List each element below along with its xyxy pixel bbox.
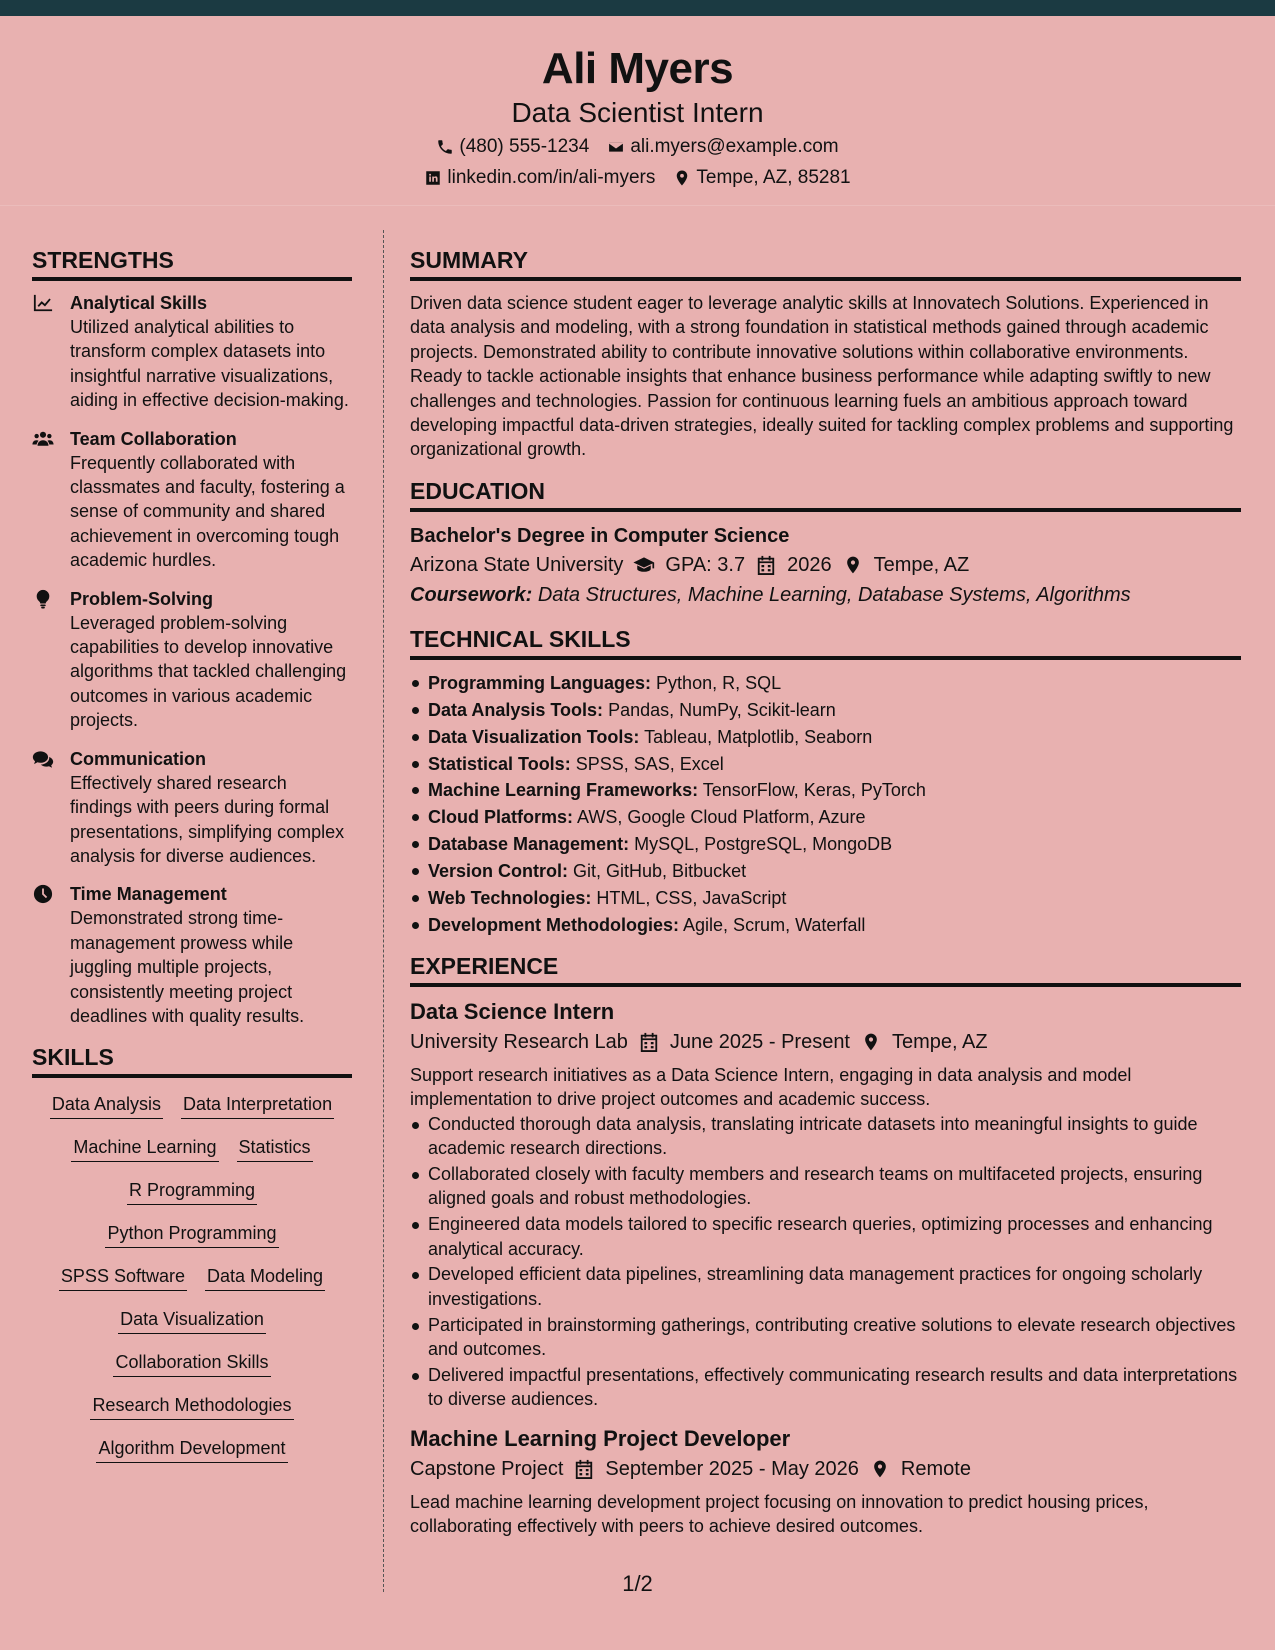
tech-skill-value: MySQL, PostgreSQL, MongoDB (634, 834, 893, 855)
experience-heading: EXPERIENCE (410, 951, 1241, 987)
list-item (410, 777, 1241, 804)
phone-contact[interactable] (436, 133, 589, 161)
job-bullets (410, 1112, 1241, 1412)
column-divider (383, 230, 384, 1592)
skills-heading: SKILLS (32, 1042, 352, 1078)
strength-title: Analytical Skills (70, 293, 208, 313)
tech-skill-value: SPSS, SAS, Excel (575, 753, 724, 774)
tech-skill-label: Data Visualization Tools: (428, 726, 640, 747)
map-marker-icon (842, 555, 864, 575)
strength-title: Time Management (70, 884, 227, 905)
strength-desc: Demonstrated strong time-management prowess while juggling multiple projects, consistently meeting project deadlines with quality results. (70, 908, 305, 1026)
right-column (410, 245, 1241, 1538)
list-item (410, 751, 1241, 778)
left-column (32, 245, 352, 1463)
experience-entry (410, 997, 1241, 1412)
tech-skill-label: Statistical Tools: (428, 753, 571, 774)
email-text: ali.myers@example.com (630, 136, 839, 157)
strength-desc: Effectively shared research findings with peers during formal presentations, simplifying complex analysis for diverse audiences. (70, 772, 345, 866)
tech-skill-label: Cloud Platforms: (428, 807, 574, 828)
tech-skill-label: Development Methodologies: (428, 915, 680, 935)
job-meta (410, 1454, 1241, 1484)
job-dates: September 2025 - May 2026 (605, 1457, 859, 1480)
skill-tag: Research Methodologies (90, 1393, 293, 1420)
map-marker-icon (869, 1459, 891, 1479)
graduation-cap-icon (633, 555, 655, 575)
summary-text: Driven data science student eager to leverage analytic skills at Innovatech Solutions. Experienced in data analysis and modeling, with a strong foundation in statistical methods gained through academic projects. Demonstrated ability to contribute innovative solutions within collaborative environments. Ready to tackle actionable insights that enhance business performance while adapting swiftly to new challenges and technologies. Passion for continuous learning fuels an ambitious approach toward developing impactful data-driven strategies, ideally suited for tackling complex problems and supporting organizational growth. (410, 293, 1234, 460)
list-item (410, 804, 1241, 831)
lightbulb-icon (32, 589, 54, 609)
calendar-icon (755, 555, 777, 575)
resume-header (0, 16, 1275, 206)
technical-skills-heading: TECHNICAL SKILLS (410, 624, 1241, 660)
tech-skill-value: TensorFlow, Keras, PyTorch (702, 780, 926, 801)
email-contact[interactable] (607, 133, 838, 161)
tech-skill-label: Web Technologies: (428, 888, 592, 909)
strength-desc: Leveraged problem-solving capabilities to develop innovative algorithms that tackled challenging outcomes in various academic projects. (70, 612, 347, 731)
phone-text: (480) 555-1234 (459, 136, 590, 157)
skill-tag: Data Analysis (50, 1092, 163, 1119)
tech-skill-value: HTML, CSS, JavaScript (596, 888, 787, 909)
list-item: Collaborated closely with faculty members and research teams on multifaceted projects, ensuring aligned goals and robust methodologies. (410, 1162, 1241, 1211)
strength-item (32, 291, 352, 413)
phone-icon (436, 138, 454, 156)
strength-desc: Utilized analytical abilities to transform complex datasets into insightful narrative visualizations, aiding in effective decision-making. (70, 317, 349, 411)
comments-icon (32, 749, 54, 769)
tech-skill-label: Machine Learning Frameworks: (428, 780, 699, 801)
job-title: Data Science Intern (410, 998, 615, 1024)
list-item (410, 858, 1241, 885)
top-accent-bar (0, 0, 1275, 16)
list-item (410, 831, 1241, 858)
experience-entry (410, 1424, 1241, 1539)
education-location: Tempe, AZ (873, 553, 970, 576)
candidate-role: Data Scientist Intern (511, 97, 764, 128)
strength-desc: Frequently collaborated with classmates and faculty, fostering a sense of community and shared achievement in overcoming tough academic hurdles. (70, 452, 345, 571)
tech-skill-value: Tableau, Matplotlib, Seaborn (644, 726, 873, 747)
contact-row-1 (0, 133, 1275, 161)
users-icon (32, 429, 54, 449)
tech-skill-value: Pandas, NumPy, Scikit-learn (608, 699, 836, 720)
envelope-icon (607, 138, 625, 156)
tech-skill-label: Version Control: (428, 861, 569, 882)
education-school: Arizona State University (410, 553, 624, 576)
tech-skill-value: Python, R, SQL (656, 672, 782, 693)
calendar-icon (638, 1032, 660, 1052)
technical-skills-list (410, 670, 1241, 939)
strengths-heading: STRENGTHS (32, 245, 352, 281)
list-item (410, 670, 1241, 697)
list-item (410, 724, 1241, 751)
strength-title: Problem-Solving (70, 588, 214, 609)
skill-tag: Machine Learning (71, 1135, 218, 1162)
location-contact (673, 164, 850, 192)
summary-heading: SUMMARY (410, 245, 1241, 281)
tech-skill-value: Agile, Scrum, Waterfall (683, 915, 866, 935)
skill-tag: Data Visualization (118, 1307, 266, 1334)
clock-icon (32, 884, 54, 904)
strength-title: Team Collaboration (70, 428, 237, 449)
list-item (410, 912, 1241, 939)
list-item: Engineered data models tailored to specific research queries, optimizing processes and enhancing analytical accuracy. (410, 1212, 1241, 1261)
strength-title: Communication (70, 748, 207, 769)
skill-tag: Collaboration Skills (113, 1350, 270, 1377)
job-dates: June 2025 - Present (669, 1030, 850, 1053)
job-org: Capstone Project (410, 1457, 564, 1480)
skill-tag: Statistics (237, 1135, 313, 1162)
tech-skill-value: Git, GitHub, Bitbucket (573, 861, 747, 882)
job-title: Machine Learning Project Developer (410, 1425, 791, 1451)
linkedin-icon (424, 169, 442, 187)
skill-tag: SPSS Software (59, 1264, 187, 1291)
education-coursework (410, 580, 1241, 610)
strength-item (32, 747, 352, 869)
education-year: 2026 (787, 553, 832, 576)
linkedin-contact[interactable] (424, 164, 655, 192)
job-location: Tempe, AZ (892, 1030, 988, 1053)
map-marker-icon (860, 1032, 882, 1052)
education-meta (410, 550, 1241, 580)
candidate-name: Ali Myers (541, 44, 734, 93)
tech-skill-label: Programming Languages: (428, 672, 652, 693)
job-org: University Research Lab (410, 1030, 628, 1053)
skills-cloud (32, 1092, 352, 1463)
skill-tag: Algorithm Development (96, 1436, 287, 1463)
list-item: Participated in brainstorming gatherings, contributing creative solutions to elevate research objectives and outcomes. (410, 1313, 1241, 1362)
tech-skill-label: Data Analysis Tools: (428, 699, 604, 720)
tech-skill-value: AWS, Google Cloud Platform, Azure (577, 807, 866, 828)
tech-skill-label: Database Management: (428, 834, 630, 855)
skill-tag: Data Modeling (205, 1264, 325, 1291)
strength-item (32, 427, 352, 573)
skill-tag: Data Interpretation (181, 1092, 334, 1119)
skill-tag: R Programming (127, 1178, 257, 1205)
strength-item (32, 882, 352, 1028)
job-location: Remote (900, 1457, 971, 1480)
list-item (410, 697, 1241, 724)
coursework-list: Data Structures, Machine Learning, Database Systems, Algorithms (537, 583, 1131, 606)
map-marker-icon (673, 169, 691, 187)
job-description: Lead machine learning development project focusing on innovation to predict housing prices, collaborating effectively with peers to achieve desired outcomes. (410, 1491, 1149, 1536)
contact-row-2 (0, 164, 1275, 192)
list-item: Developed efficient data pipelines, streamlining data management practices for ongoing scholarly investigations. (410, 1262, 1241, 1311)
page-indicator: 1/2 (622, 1571, 653, 1596)
chart-line-icon (32, 293, 54, 313)
list-item (410, 885, 1241, 912)
job-description: Support research initiatives as a Data Science Intern, engaging in data analysis and model implementation to drive project outcomes and academic success. (410, 1064, 1132, 1110)
coursework-label: Coursework: (410, 583, 533, 606)
education-degree: Bachelor's Degree in Computer Science (410, 524, 790, 547)
list-item: Conducted thorough data analysis, translating intricate datasets into meaningful insights to guide academic research directions. (410, 1112, 1241, 1161)
education-heading: EDUCATION (410, 476, 1241, 512)
job-meta (410, 1027, 1241, 1057)
location-text: Tempe, AZ, 85281 (696, 167, 851, 188)
skill-tag: Python Programming (105, 1221, 278, 1248)
education-gpa: GPA: 3.7 (665, 553, 746, 576)
linkedin-text: linkedin.com/in/ali-myers (447, 167, 656, 188)
strength-item (32, 587, 352, 733)
list-item: Delivered impactful presentations, effectively communicating research results and data interpretations to diverse audiences. (410, 1363, 1241, 1412)
calendar-icon (573, 1459, 595, 1479)
